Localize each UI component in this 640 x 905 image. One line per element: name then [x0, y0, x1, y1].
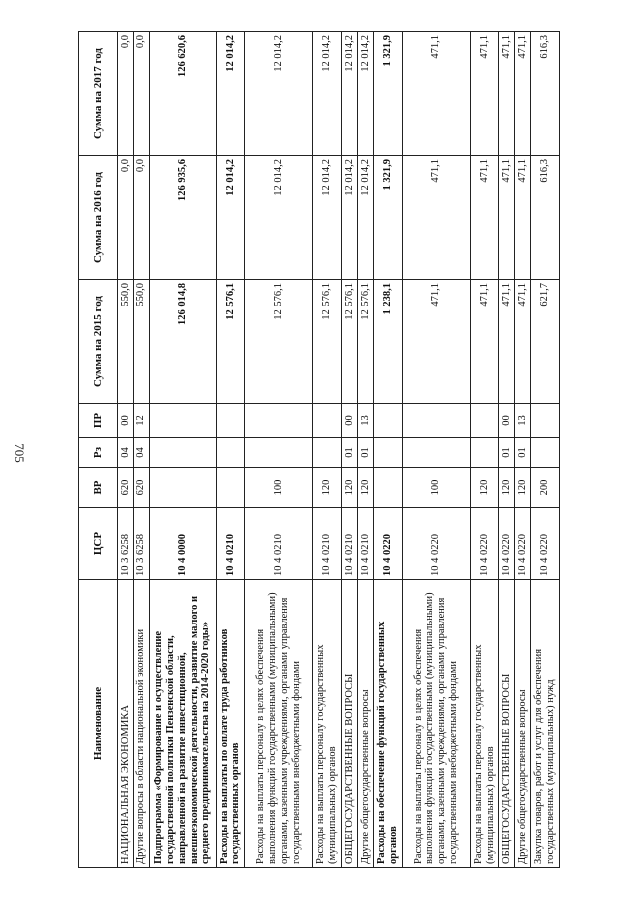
cell-name: Расходы на выплаты персоналу государственных (муниципальных) органов	[313, 580, 342, 868]
cell-name: Другие вопросы в области национальной экономики	[133, 580, 149, 868]
cell-csr: 10 4 0220	[402, 508, 470, 580]
page-number: 705	[12, 442, 27, 463]
cell-vr: 120	[313, 468, 342, 508]
cell-rz	[531, 438, 560, 468]
cell-vr: 100	[402, 468, 470, 508]
cell-sum-2015: 471,1	[499, 280, 515, 404]
header-rz: Рз	[79, 438, 118, 468]
cell-vr	[149, 468, 216, 508]
cell-pr: 00	[342, 404, 358, 438]
cell-name: НАЦИОНАЛЬНАЯ ЭКОНОМИКА	[117, 580, 133, 868]
table-row	[313, 32, 342, 868]
header-sum-2015: Сумма на 2015 год	[79, 280, 118, 404]
cell-sum-2016: 0,0	[133, 156, 149, 280]
cell-vr: 200	[531, 468, 560, 508]
cell-pr: 00	[117, 404, 133, 438]
cell-sum-2017: 471,1	[499, 32, 515, 156]
header-csr: ЦСР	[79, 508, 118, 580]
cell-name: Расходы на выплаты по оплате труда работников государственных органов	[216, 580, 245, 868]
cell-sum-2017: 12 014,2	[313, 32, 342, 156]
cell-sum-2015: 12 576,1	[342, 280, 358, 404]
cell-sum-2016: 616,3	[531, 156, 560, 280]
cell-rz	[402, 438, 470, 468]
cell-name: Другие общегосударственные вопросы	[515, 580, 531, 868]
header-sum-2016: Сумма на 2016 год	[79, 156, 118, 280]
cell-rz: 04	[117, 438, 133, 468]
cell-vr: 100	[245, 468, 313, 508]
cell-rz: 01	[342, 438, 358, 468]
table-row	[357, 32, 373, 868]
cell-sum-2016: 12 014,2	[357, 156, 373, 280]
header-sum-2017: Сумма на 2017 год	[79, 32, 118, 156]
cell-sum-2015: 550,0	[133, 280, 149, 404]
cell-sum-2015: 12 576,1	[357, 280, 373, 404]
cell-sum-2015: 471,1	[470, 280, 499, 404]
cell-rz: 01	[357, 438, 373, 468]
cell-rz	[216, 438, 245, 468]
table-row	[117, 32, 133, 868]
table-row	[342, 32, 358, 868]
cell-sum-2017: 12 014,2	[357, 32, 373, 156]
cell-sum-2016: 12 014,2	[245, 156, 313, 280]
cell-vr	[373, 468, 402, 508]
table-row	[373, 32, 402, 868]
cell-sum-2015: 621,7	[531, 280, 560, 404]
cell-name: ОБЩЕГОСУДАРСТВЕННЫЕ ВОПРОСЫ	[342, 580, 358, 868]
cell-rz	[149, 438, 216, 468]
cell-csr: 10 4 0000	[149, 508, 216, 580]
cell-pr	[149, 404, 216, 438]
cell-sum-2016: 471,1	[499, 156, 515, 280]
cell-name: Расходы на выплаты персоналу в целях обеспечения выполнения функций государственными (муниципальными) органами, казенными учреждениями, органами управления государственными внебюджетными фондами	[245, 580, 313, 868]
table-row	[133, 32, 149, 868]
cell-pr	[245, 404, 313, 438]
cell-csr: 10 4 0210	[245, 508, 313, 580]
cell-csr: 10 4 0220	[499, 508, 515, 580]
cell-sum-2016: 0,0	[117, 156, 133, 280]
cell-sum-2016: 471,1	[402, 156, 470, 280]
cell-sum-2015: 126 014,8	[149, 280, 216, 404]
cell-sum-2015: 550,0	[117, 280, 133, 404]
cell-sum-2015: 471,1	[515, 280, 531, 404]
table-row	[470, 32, 499, 868]
cell-csr: 10 4 0220	[373, 508, 402, 580]
cell-rz	[313, 438, 342, 468]
cell-vr: 120	[470, 468, 499, 508]
cell-csr: 10 4 0210	[216, 508, 245, 580]
cell-rz: 04	[133, 438, 149, 468]
cell-sum-2016: 471,1	[515, 156, 531, 280]
cell-sum-2017: 12 014,2	[216, 32, 245, 156]
cell-csr: 10 3 6258	[117, 508, 133, 580]
header-name: Наименование	[79, 580, 118, 868]
cell-pr: 13	[357, 404, 373, 438]
cell-sum-2017: 0,0	[133, 32, 149, 156]
cell-sum-2017: 471,1	[402, 32, 470, 156]
cell-name: Подпрограмма «Формирование и осуществление государственной политики Пензенской области, направленной на развитие инвестиционной, внешнеэкономической деятельности, развитие малого и среднего предпринимательства на 2014-2020 годы»	[149, 580, 216, 868]
cell-sum-2017: 12 014,2	[245, 32, 313, 156]
cell-csr: 10 4 0220	[515, 508, 531, 580]
cell-sum-2017: 0,0	[117, 32, 133, 156]
cell-pr: 00	[499, 404, 515, 438]
header-vr: ВР	[79, 468, 118, 508]
cell-pr	[373, 404, 402, 438]
table-row	[499, 32, 515, 868]
cell-sum-2016: 1 321,9	[373, 156, 402, 280]
cell-csr: 10 4 0210	[313, 508, 342, 580]
cell-name: Закупка товаров, работ и услуг для обеспечения государственных (муниципальных) нужд	[531, 580, 560, 868]
table-row	[216, 32, 245, 868]
table-row	[531, 32, 560, 868]
budget-table	[78, 31, 560, 868]
cell-pr: 12	[133, 404, 149, 438]
table-row	[515, 32, 531, 868]
cell-csr: 10 4 0210	[357, 508, 373, 580]
cell-sum-2015: 1 238,1	[373, 280, 402, 404]
cell-vr: 120	[342, 468, 358, 508]
cell-sum-2016: 12 014,2	[342, 156, 358, 280]
cell-name: Другие общегосударственные вопросы	[357, 580, 373, 868]
cell-rz: 01	[515, 438, 531, 468]
cell-csr: 10 4 0220	[531, 508, 560, 580]
cell-sum-2015: 12 576,1	[245, 280, 313, 404]
cell-csr: 10 3 6258	[133, 508, 149, 580]
cell-sum-2016: 12 014,2	[216, 156, 245, 280]
cell-sum-2015: 12 576,1	[216, 280, 245, 404]
cell-vr: 620	[133, 468, 149, 508]
cell-sum-2017: 471,1	[515, 32, 531, 156]
cell-name: Расходы на обеспечение функций государственных органов	[373, 580, 402, 868]
header-pr: ПР	[79, 404, 118, 438]
cell-pr	[531, 404, 560, 438]
cell-vr: 120	[357, 468, 373, 508]
header-row	[79, 32, 118, 868]
cell-pr: 13	[515, 404, 531, 438]
cell-vr	[216, 468, 245, 508]
table-row	[149, 32, 216, 868]
cell-rz	[373, 438, 402, 468]
cell-rz	[470, 438, 499, 468]
cell-sum-2016: 471,1	[470, 156, 499, 280]
cell-pr	[470, 404, 499, 438]
cell-vr: 120	[515, 468, 531, 508]
cell-csr: 10 4 0220	[470, 508, 499, 580]
cell-vr: 120	[499, 468, 515, 508]
cell-sum-2017: 12 014,2	[342, 32, 358, 156]
cell-pr	[313, 404, 342, 438]
cell-sum-2017: 126 620,6	[149, 32, 216, 156]
cell-csr: 10 4 0210	[342, 508, 358, 580]
table-row	[402, 32, 470, 868]
cell-name: ОБЩЕГОСУДАРСТВЕННЫЕ ВОПРОСЫ	[499, 580, 515, 868]
cell-rz: 01	[499, 438, 515, 468]
cell-name: Расходы на выплаты персоналу государственных (муниципальных) органов	[470, 580, 499, 868]
cell-sum-2016: 126 935,6	[149, 156, 216, 280]
cell-sum-2017: 616,3	[531, 32, 560, 156]
cell-vr: 620	[117, 468, 133, 508]
cell-pr	[402, 404, 470, 438]
cell-sum-2015: 12 576,1	[313, 280, 342, 404]
cell-rz	[245, 438, 313, 468]
rotated-table-container	[78, 32, 560, 868]
cell-sum-2017: 471,1	[470, 32, 499, 156]
cell-sum-2015: 471,1	[402, 280, 470, 404]
page-number-margin	[0, 0, 38, 905]
table-row	[245, 32, 313, 868]
cell-name: Расходы на выплаты персоналу в целях обеспечения выполнения функций государственными (муниципальными) органами, казенными учреждениями, органами управления государственными внебюджетными фондами	[402, 580, 470, 868]
cell-pr	[216, 404, 245, 438]
cell-sum-2016: 12 014,2	[313, 156, 342, 280]
cell-sum-2017: 1 321,9	[373, 32, 402, 156]
